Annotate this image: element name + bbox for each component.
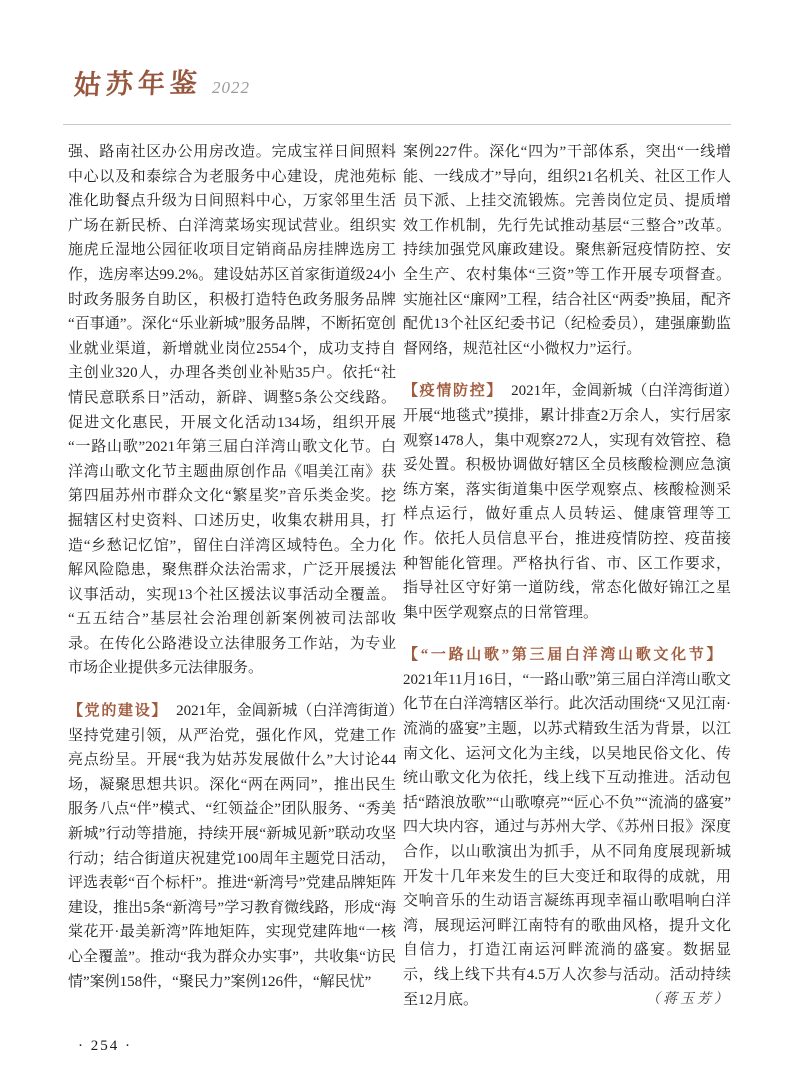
- continued-paragraph: [403, 140, 731, 361]
- entry-body: 2021年11月16日，“一路山歌”第三届白洋湾山歌文化节在白洋湾辖区举行。此次活动围绕“又见江南·流淌的盛宴”主题，以苏式精致生活为背景，以江南文化、运河文化为主线，以吴地民俗文化、传统山歌文化为依托，线上线下互动推进。活动包括“踏浪放歌”“山歌嘹亮”“匠心不负”“流淌的盛宴”四大块内容，通过与苏州大学、《苏州日报》深度合作，以山歌演出为抓手，从不同角度展现新城开发十几年来发生的巨大变迁和取得的成就，用交响音乐的生动语言凝练再现幸福山歌唱响白洋湾，展现运河畔江南特有的歌曲风格，提升文化自信力，打造江南运河畔流淌的盛宴。数据显示，线上线下共有4.5万人次参与活动。活动持续至12月底。: [403, 671, 731, 1008]
- entry-title: 【党的建设】: [68, 703, 169, 720]
- entry-party-building: [68, 699, 396, 994]
- header-rule: [63, 124, 731, 125]
- entry-body: 2021年，金阊新城（白洋湾街道）开展“地毯式”摸排，累计排查2万余人，实行居家观察1478人，集中观察272人，实现有效管控、稳妥处置。积极协调做好辖区全员核酸检测应急演练方案，落实街道集中医学观察点、核酸检测采样点运行，做好重点人员转运、健康管理等工作。依托人员信息平台，推进疫情防控、疫苗接种智能化管理。严格执行省、市、区工作要求，指导社区守好第一道防线，常态化做好锦江之星集中医学观察点的日常管理。: [403, 383, 731, 621]
- continued-paragraph: [68, 140, 396, 681]
- edition-year: 2022: [212, 78, 250, 97]
- entry-shange-festival: [403, 643, 731, 1012]
- right-column: [403, 140, 731, 1012]
- entry-title: 【“一路山歌”第三届白洋湾山歌文化节】: [403, 647, 723, 664]
- entry-title: 【疫情防控】: [403, 383, 504, 400]
- brand-logo: 姑苏年鉴: [73, 67, 203, 101]
- paragraph-text: 强、路南社区办公用房改造。完成宝祥日间照料中心以及和泰综合为老服务中心建设，虎池苑标准化助餐点升级为日间照料中心，万家邻里生活广场在新民桥、白洋湾菜场实现试营业。组织实施虎丘湿地公园征收项目定销商品房挂牌选房工作，选房率达99.2%。建设姑苏区首家街道级24小时政务服务自助区，积极打造特色政务服务品牌“百事通”。深化“乐业新城”服务品牌，不断拓宽创业就业渠道，新增就业岗位2554个，成功支持自主创业320人，办理各类创业补贴35户。依托“社情民意联系日”活动，新辟、调整5条公交线路。促进文化惠民，开展文化活动134场，组织开展“一路山歌”2021年第三届白洋湾山歌文化节。白洋湾山歌文化节主题曲原创作品《唱美江南》获第四届苏州市群众文化“繁星奖”音乐类金奖。挖掘辖区村史资料、口述历史，收集农耕用具，打造“乡愁记忆馆”，留住白洋湾区域特色。全力化解风险隐患，聚焦群众法治需求，广泛开展援法议事活动，实现13个社区援法议事活动全覆盖。“五五结合”基层社会治理创新案例被司法部收录。在传化公路港设立法律服务工作站，为专业市场企业提供多元法律服务。: [68, 144, 396, 677]
- masthead: [74, 62, 250, 101]
- page-number: · 254 ·: [78, 1038, 132, 1054]
- author-byline: （蒋玉芳）: [646, 991, 731, 1007]
- entry-body: 2021年，金阊新城（白洋湾街道）坚持党建引领，从严治党，强化作风，党建工作亮点纷呈。开展“我为姑苏发展做什么”大讨论44场，凝聚思想共识。深化“两在两同”，推出民生服务八点“伴”模式、“红领益企”团队服务、“秀美新城”行动等措施，持续开展“新城见新”联动攻坚行动；结合街道庆祝建党100周年主题党日活动，评选表彰“百个标杆”。推进“新湾号”党建品牌矩阵建设，推出5条“新湾号”学习教育微线路，形成“海棠花开·最美新湾”阵地矩阵，实现党建阵地“一核心全覆盖”。推动“我为群众办实事”，共收集“访民情”案例158件，“聚民力”案例126件，“解民忧”: [68, 703, 396, 990]
- entry-epidemic-control: [403, 379, 731, 625]
- left-column: [68, 140, 396, 994]
- paragraph-text: 案例227件。深化“四为”干部体系，突出“一线增能、一线成才”导向，组织21名机关、社区工作人员下派、上挂交流锻炼。完善岗位定员、提质增效工作机制，先行先试推动基层“三整合”改革。持续加强党风廉政建设。聚焦新冠疫情防控、安全生产、农村集体“三资”等工作开展专项督查。实施社区“廉网”工程，结合社区“两委”换届，配齐配优13个社区纪委书记（纪检委员），建强廉勤监督网络，规范社区“小微权力”运行。: [403, 144, 731, 357]
